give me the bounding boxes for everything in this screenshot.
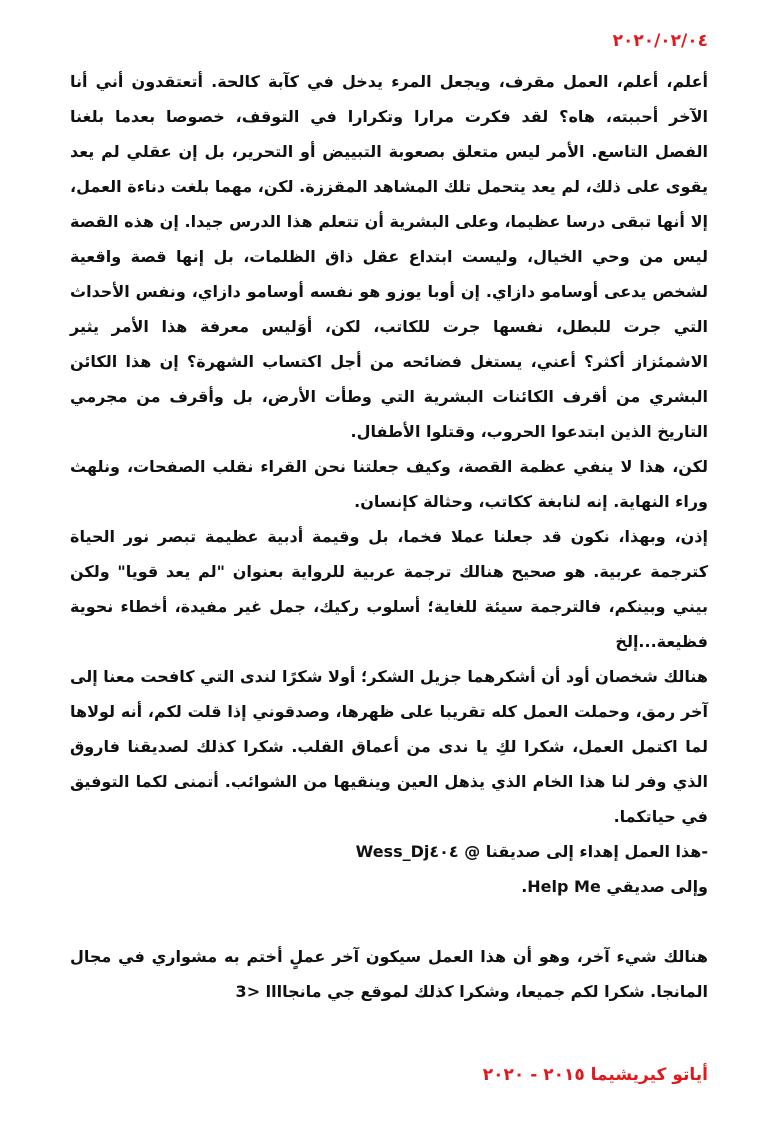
paragraph-intro: أعلم، أعلم، العمل مقرف، ويجعل المرء يدخل في كآبة كالحة. أتعتقدون أني أنا الآخر أحببته، هاه؟ لقد فكرت مرارا وتكرارا في التوقف، خصوصا بعدما بلغنا الفصل التاسع. الأمر ليس متعلق بصعوبة التبييض أو التحرير، بل إن عقلي لم يعد يقوى على ذلك، لم يعد يتحمل تلك المشاهد المقززة. لكن، مهما بلغت دناءة العمل، إلا أنها تبقى درسا عظيما، وعلى البشرية أن تتعلم هذا الدرس جيدا. إن هذه القصة ليس من وحي الخيال، وليست ابتداع عقل ذاق الظلمات، بل إنها قصة واقعية لشخص يدعى أوسامو دازاي. إن أوبا يوزو هو نفسه أوسامو دازاي، ونفس الأحداث التي جرت للبطل، نفسها جرت للكاتب، لكن، أوَليس معرفة هذا الأمر يثير الاشمئزاز أكثر؟ أعني، يستغل فضائحه من أجل اكتساب الشهرة؟ إن هذا الكائن البشري من أقرف الكائنات البشرية التي وطأت الأرض، بل وأقرف من مجرمي التاريخ الذين ابتدعوا الحروب، وقتلوا الأطفال. [70, 72, 708, 441]
paragraph-closing: هنالك شيء آخر، وهو أن هذا العمل سيكون آخر عملٍ أختم به مشواري في مجال المانجا. شكرا لكم جميعا، وشكرا كذلك لموقع جي مانجاااا <3 [70, 947, 708, 1001]
paragraph-translation: إذن، وبهذا، نكون قد جعلنا عملا فخما، بل وقيمة أدبية عظيمة تبصر نور الحياة كترجمة عربية. هو صحيح هنالك ترجمة عربية للرواية بعنوان "لم يعد قويا" ولكن بيني وبينكم، فالترجمة سيئة للغاية؛ أسلوب ركيك، جمل غير مفيدة، أخطاء نحوية فظيعة...إلخ [70, 527, 708, 651]
paragraph-thanks: هنالك شخصان أود أن أشكرهما جزيل الشكر؛ أولا شكرًا لندى التي كافحت معنا إلى آخر رمق، وحملت العمل كله تقريبا على ظهرها، وصدقوني إذا قلت لكم، أنه لولاها لما اكتمل العمل، شكرا لكِ يا ندى من أعماق القلب. شكرا كذلك لصديقنا فاروق الذي وفر لنا هذا الخام الذي يذهل العين وينقيها من الشوائب. أتمنى لكما التوفيق في حياتكما. [70, 667, 708, 826]
dedication-line-1: -هذا العمل إهداء إلى صديقنا @ Wess_Dj٤٠٤ [355, 842, 708, 861]
spacer [70, 904, 708, 939]
dedication-line-2: وإلى صديقي Help Me. [521, 877, 708, 896]
date-heading: ٢٠٢٠/٠٢/٠٤ [612, 31, 708, 51]
paragraph-greatness: لكن، هذا لا ينفي عظمة القصة، وكيف جعلتنا نحن القراء نقلب الصفحات، ونلهث وراء النهاية. إنه لنابغة ككاتب، وحثالة كإنسان. [70, 457, 708, 511]
signature: أياتو كيريشيما ٢٠١٥ - ٢٠٢٠ [482, 1065, 708, 1085]
